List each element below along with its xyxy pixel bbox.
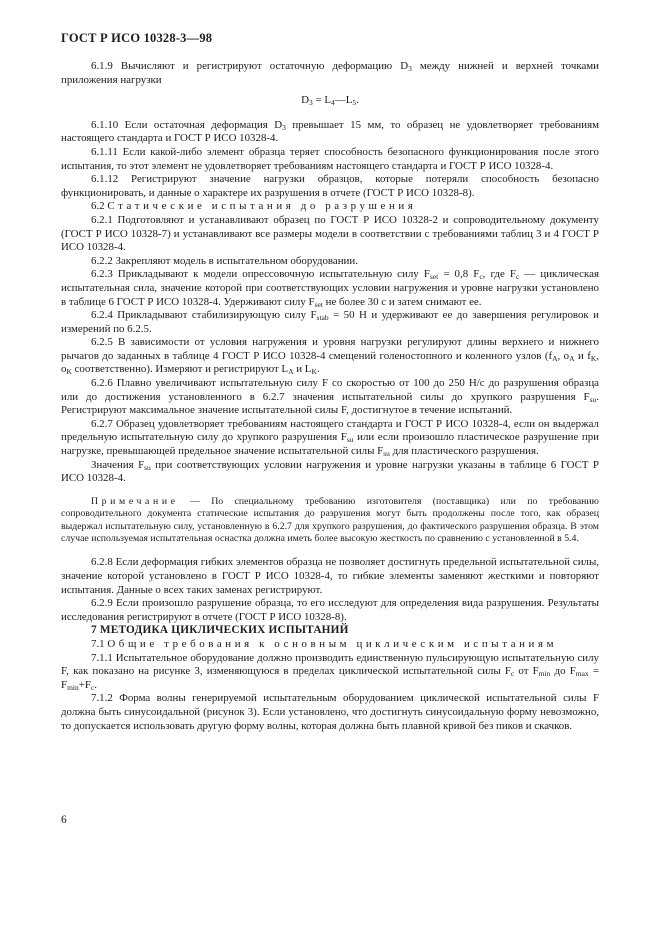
paragraph-6-2-7: 6.2.7 Образец удовлетворяет требованиям настоящего стандарта и ГОСТ Р ИСО 10328-4, если он выдержал предельную испытательную силу до хрупкого разрушения $F_{su}$ или если произошло пластическое разрушение при нагрузке, превышающей предельное значение испытательной силы $F_{su}$ для пластического разрушения. [61, 417, 599, 459]
page-number: 6 [61, 814, 67, 826]
note-block [61, 496, 599, 546]
paragraph-6-2-9: 6.2.9 Если произошло разрушение образца, то его исследуют для определения вида разрушения. Результаты исследования регистрируют в отчете (ГОСТ Р ИСО 10328-8). [61, 597, 599, 623]
paragraph-6-1-12: 6.1.12 Регистрируют значение нагрузки образцов, которые потеряли способность безопасно функционировать, и данные о характере их разрушения в отчете (ГОСТ Р ИСО 10328-8). [61, 173, 599, 199]
paragraph-6-2-6: 6.2.6 Плавно увеличивают испытательную силу F со скоростью от 100 до 250 Н/с до разрушения образца или до достижения установленного в 6.2.7 значения испытательной силы до хрупкого разрушения $F_{su}$. Регистрируют максимальное значение испытательной силы F, достигнутое в течение испытаний. [61, 377, 599, 417]
paragraph-6-2-1: 6.2.1 Подготовляют и устанавливают образец по ГОСТ Р ИСО 10328-2 и сопроводительному документу (ГОСТ Р ИСО 10328-7) и устанавливают все размеры модели в соответствии с требованиями таблиц 3 и 4 ГОСТ Р ИСО 10328-4. [61, 213, 599, 254]
paragraph-6-2-3: 6.2.3 Прикладывают к модели опрессовочную испытательную силу $F_{set} = 0,8$ $F_c$, где $F_c$ — циклическая испытательная сила, значение которой при соответствующих условии нагружения и уровне нагрузки установлено в таблице 6 ГОСТ Р ИСО 10328-4. Удерживают силу $F_{set}$ не более 30 с и затем снимают ее. [61, 268, 599, 309]
paragraph-6-2-4: 6.2.4 Прикладывают стабилизирующую силу $F_{stab} = 50$ Н и удерживают ее до завершения регулировок и измерений по 6.2.5. [61, 309, 599, 335]
paragraph-6-1-11: 6.1.11 Если какой-либо элемент образца теряет способность безопасного функционирования после этого испытания, то этот элемент не удовлетворяет требованиям настоящего стандарта и ГОСТ Р ИСО 10328-4. [61, 145, 599, 172]
paragraph-6-1-9: 6.1.9 Вычисляют и регистрируют остаточную деформацию $D_3$ между нижней и верхней точками приложения нагрузки [61, 60, 599, 86]
subsection-7-1-heading: 7.1 Общие требования к основным циклическим испытаниям [91, 638, 558, 650]
paragraph-6-1-10: 6.1.10 Если остаточная деформация $D_3$ превышает 15 мм, то образец не удовлетворяет требованиям настоящего стандарта и ГОСТ Р ИСО 10328-4. [61, 118, 599, 145]
page-content [61, 60, 599, 733]
formula-d3: $D_3$ = $L_4—L_5$. [301, 94, 359, 108]
paragraph-6-2-8: 6.2.8 Если деформация гибких элементов образца не позволяет достигнуть предельной испытательной силы, значение которой установлено в ГОСТ Р ИСО 10328-4, то гибкие элементы заменяют жесткими и повторяют испытания. Данные о всех таких заменах регистрируют. [61, 556, 599, 596]
paragraph-6-2-5: 6.2.5 В зависимости от условия нагружения и уровня нагрузки регулируют длины верхнего и нижнего рычагов до заданных в таблице 4 ГОСТ Р ИСО 10328-4 смещений голеностопного и коленного узлов ($f_A$, $o_A$ и $f_K$, $o_K$ соответственно). Измеряют и регистрируют $L_A$ и $L_K$. [61, 336, 600, 377]
paragraph-6-2-7-values: Значения $F_{su}$ при соответствующих условии нагружения и уровне нагрузки указаны в таблице 6 ГОСТ Р ИСО 10328-4. [61, 458, 599, 485]
note-label: Примечание [91, 495, 179, 507]
paragraph-7-1-2: 7.1.2 Форма волны генерируемой испытательным оборудованием циклической испытательной силы F должна быть синусоидальной (рисунок 3). Если установлено, что достигнуть синусоидальную форму невозможно, то допускается использовать другую форму волны, которая должна быть плавной кривой без пиков и скачков. [61, 692, 599, 732]
paragraph-6-2-2: 6.2.2 Закрепляют модель в испытательном оборудовании. [91, 254, 358, 267]
subsection-6-2-heading: 6.2 Статические испытания до разрушения [91, 200, 417, 213]
section-7-heading: 7 МЕТОДИКА ЦИКЛИЧЕСКИХ ИСПЫТАНИЙ [91, 624, 349, 637]
page-header: ГОСТ Р ИСО 10328-3—98 [61, 31, 213, 45]
paragraph-7-1-1: 7.1.1 Испытательное оборудование должно производить единственную пульсирующую испытательную силу F, как показано на рисунке 3, изменяющуюся в пределах циклической испытательной силы $F_c$ от $F_{min}$ до $F_{max} = F_{min}+F_c$. [61, 651, 599, 692]
note-text: Примечание — По специальному требованию изготовителя (поставщика) или по требованию сопроводительного документа статические испытания до разрушения могут быть продолжены после того, как образец выдержал испытательную силу, установленную в 6.2.7 для хрупкого разрушения, до фактического разрушения образца. В этом случае используемая испытательная оснастка должна иметь более высокую жесткость по сравнению с установленной в 5.4. [61, 495, 599, 545]
